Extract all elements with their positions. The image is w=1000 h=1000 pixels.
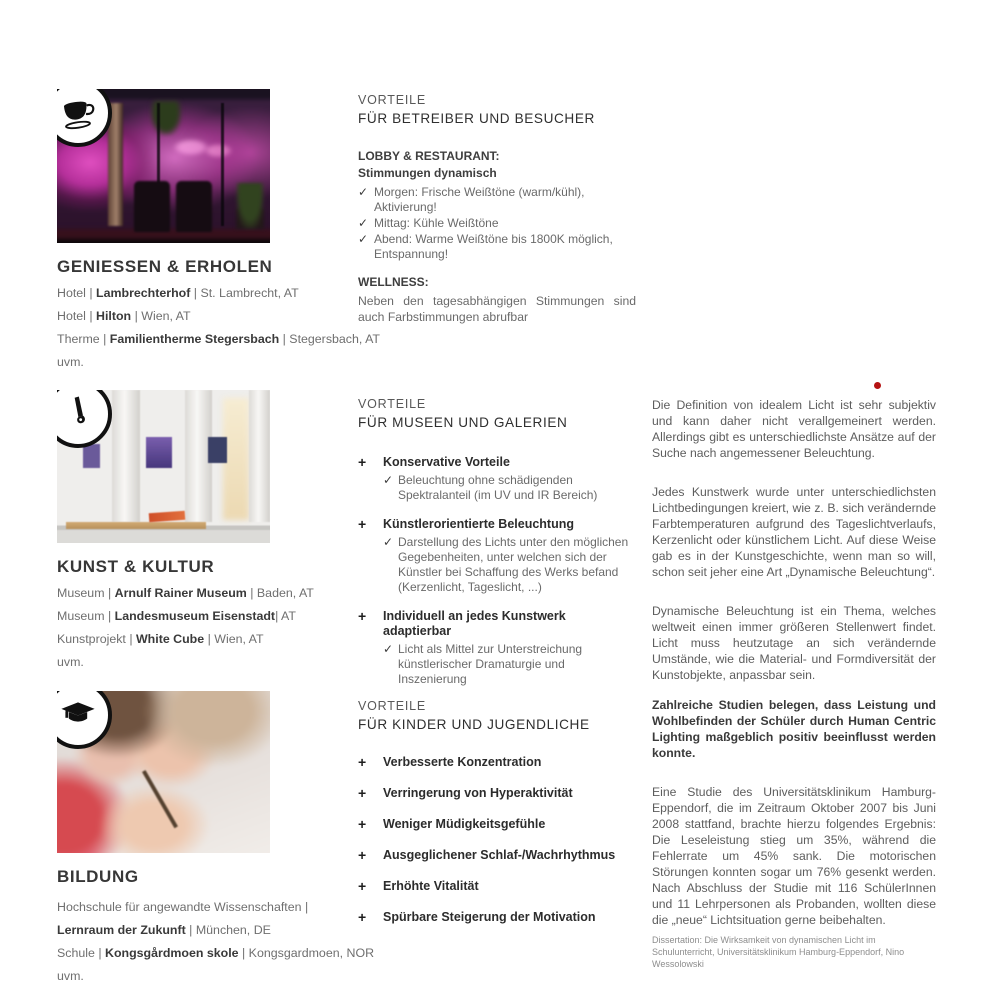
check-text: Abend: Warme Weißtöne bis 1800K möglich, Entspannung! — [374, 232, 613, 261]
ref-name: Kongsgårdmoen skole — [105, 946, 239, 960]
reference-line — [57, 901, 357, 914]
ref-post: | München, DE — [185, 923, 271, 937]
check-list — [383, 642, 636, 687]
photo-column — [249, 390, 270, 522]
check-list — [383, 473, 636, 503]
check-item — [358, 216, 636, 231]
reference-line — [57, 633, 357, 646]
plus-label: Verringerung von Hyperaktivität — [383, 786, 573, 800]
plus-item — [358, 910, 636, 925]
ref-pre: Therme | — [57, 332, 110, 346]
paintbrush-glyph — [58, 394, 98, 434]
group-sublabel: Stimmungen dynamisch — [358, 166, 497, 180]
reference-line — [57, 924, 357, 937]
ref-post: | Kongsgardmoen, NOR — [238, 946, 375, 960]
reference-line — [57, 946, 375, 960]
coffee-cup-glyph — [58, 93, 98, 133]
photo-chair — [176, 181, 212, 232]
section-title: BILDUNG — [57, 867, 139, 886]
plus-icon: + — [358, 785, 367, 801]
article-lead: Zahlreiche Studien belegen, dass Leistung und Wohlbefinden der Schüler durch Human Centric Lighting maßgeblich positiv beeinflusst werden konnte. — [652, 698, 936, 760]
ref-post: | Wien, AT — [131, 309, 191, 323]
bildung-article — [652, 697, 936, 970]
plus-row — [358, 609, 636, 639]
section-card-geniessen — [57, 89, 380, 369]
ref-post: | AT — [275, 609, 296, 623]
vorteile-heading: FÜR BETREIBER UND BESUCHER — [358, 111, 595, 126]
section-card-kunst — [57, 390, 357, 669]
red-dot-marker — [874, 382, 881, 389]
check-icon: ✓ — [383, 535, 394, 549]
plus-icon: + — [358, 878, 367, 894]
children-photo — [57, 691, 270, 853]
plus-item — [358, 786, 636, 801]
kunst-article — [652, 397, 936, 706]
vorteile-museen-galerien — [358, 397, 636, 701]
reference-line — [57, 970, 357, 983]
article-footnote: Dissertation: Die Wirksamkeit von dynamischen Licht im Schulunterricht, Universitätsklinikum Hamburg-Eppendorf, Nino Wessolowski — [652, 935, 905, 969]
ref-post: | Baden, AT — [246, 586, 314, 600]
plus-item — [358, 755, 636, 770]
plus-label: Individuell an jedes Kunstwerk adaptierbar — [383, 609, 566, 638]
article-paragraph: Dynamische Beleuchtung ist ein Thema, welches weltweit einen immer größeren Stellenwert findet. Licht muss heutzutage an sich verändernde Umstände, wie die Material- und Formdiversität der Kunstobjekte, anpassbar sein. — [652, 604, 936, 682]
group-label-wellness: WELLNESS: — [358, 275, 429, 289]
check-text: Mittag: Kühle Weißtöne — [374, 216, 499, 230]
check-item — [358, 232, 636, 262]
plus-icon: + — [358, 608, 367, 624]
check-list — [383, 535, 636, 595]
plus-icon: + — [358, 909, 367, 925]
reference-line — [57, 356, 357, 369]
reference-line — [57, 310, 357, 323]
reference-line — [57, 332, 380, 346]
ref-name: Lernraum der Zukunft — [57, 923, 186, 937]
photo-hanging-plant — [151, 101, 181, 135]
hotel-lobby-photo — [57, 89, 270, 243]
vorteile-heading: FÜR KINDER UND JUGENDLICHE — [358, 717, 590, 732]
plus-icon: + — [358, 847, 367, 863]
section-card-bildung — [57, 691, 375, 983]
ref-name: Lambrechterhof — [96, 286, 191, 300]
plus-group — [358, 517, 636, 595]
plus-group — [358, 455, 636, 503]
plus-icon: + — [358, 816, 367, 832]
plus-item — [358, 817, 636, 832]
plus-label: Ausgeglichener Schlaf-/Wachrhythmus — [383, 848, 616, 862]
photo-chair — [134, 181, 170, 232]
vorteile-kicker: VORTEILE — [358, 397, 426, 411]
plus-group — [358, 609, 636, 687]
check-item — [383, 473, 636, 503]
ref-pre: Kunstprojekt | — [57, 632, 136, 646]
ref-pre: Museum | — [57, 586, 115, 600]
ref-pre: uvm. — [57, 655, 84, 669]
check-icon: ✓ — [358, 216, 369, 230]
plus-icon: + — [358, 754, 367, 770]
ref-pre: Schule | — [57, 946, 105, 960]
check-icon: ✓ — [358, 185, 369, 199]
gallery-photo — [57, 390, 270, 543]
plus-item — [358, 879, 636, 894]
check-icon: ✓ — [383, 473, 394, 487]
plus-label: Künstlerorientierte Beleuchtung — [383, 517, 574, 531]
wellness-paragraph: Neben den tagesabhängigen Stimmungen sind auch Farbstimmungen abrufbar — [358, 294, 636, 324]
article-paragraph: Jedes Kunstwerk wurde unter unterschiedlichsten Lichtbedingungen kreiert, wie z. B. sich verändernde Farbtemperaturen aufgrund des Tageslichtverlaufs, Kerzenlicht oder künstlichem Licht. Auf diese Weise gab es in der Kunstgeschichte, wenn man so will, schon seit jeher eine Art „Dynamische Beleuchtung“. — [652, 485, 936, 579]
ref-name: Familientherme Stegersbach — [109, 332, 280, 346]
ref-pre: Hochschule für angewandte Wissenschaften | — [57, 900, 309, 914]
plus-label: Spürbare Steigerung der Motivation — [383, 910, 596, 924]
ref-pre: uvm. — [57, 969, 84, 983]
vorteile-betreiber-besucher — [358, 93, 636, 325]
ref-pre: Hotel | — [57, 309, 97, 323]
ref-pre: Hotel | — [57, 286, 97, 300]
ref-post: | Stegersbach, AT — [279, 332, 380, 346]
plus-icon: + — [358, 516, 367, 532]
ref-name: Landesmuseum Eisenstadt — [114, 609, 276, 623]
photo-plant — [236, 183, 264, 229]
vorteile-kinder-jugendliche — [358, 699, 636, 941]
ref-post: | St. Lambrecht, AT — [190, 286, 299, 300]
ref-name: White Cube — [135, 632, 205, 646]
section-title: KUNST & KULTUR — [57, 557, 215, 576]
check-text: Beleuchtung ohne schädigenden Spektralanteil (im UV und IR Bereich) — [398, 473, 598, 502]
plus-row — [358, 517, 636, 532]
ref-pre: uvm. — [57, 355, 84, 369]
photo-bench — [66, 522, 207, 530]
check-item — [383, 535, 636, 595]
check-icon: ✓ — [383, 642, 394, 656]
photo-window-mullion — [221, 103, 224, 226]
vorteile-heading: FÜR MUSEEN UND GALERIEN — [358, 415, 568, 430]
photo-artwork — [208, 437, 227, 463]
vorteile-kicker: VORTEILE — [358, 93, 426, 107]
plus-item — [358, 848, 636, 863]
vorteile-kicker: VORTEILE — [358, 699, 426, 713]
check-text: Darstellung des Lichts unter den möglichen Gegebenheiten, unter welchen sich der Künstler bei Schaffung des Werks befand (Kerzenlicht, Tageslicht, ...) — [398, 535, 629, 594]
section-title: GENIESSEN & ERHOLEN — [57, 257, 273, 276]
plus-icon: + — [358, 454, 367, 470]
plus-item-list — [358, 755, 636, 925]
check-icon: ✓ — [358, 232, 369, 246]
group-label-lobby: LOBBY & RESTAURANT: — [358, 149, 500, 163]
ref-post: | Wien, AT — [204, 632, 264, 646]
article-paragraph: Eine Studie des Universitätsklinikum Hamburg-Eppendorf, die im Zeitraum Oktober 2007 bis Juni 2008 stattfand, brachte hierzu folgendes Ergebnis: Die Leseleistung stieg um 35%, während die Fehlerrate um 45% sank. Die motorischen Störungen konnten sogar um 76% gesenkt werden. Nach Abschluss der Studie mit 116 SchülerInnen und 11 Lehrpersonen als Probanden, wollten diese die „neue“ Lichtsituation gerne beibehalten. — [652, 785, 936, 927]
check-item — [383, 642, 636, 687]
check-text: Licht als Mittel zur Unterstreichung künstlerischer Dramaturgie und Inszenierung — [398, 642, 583, 686]
reference-line — [57, 587, 357, 600]
reference-line — [57, 287, 357, 300]
graduation-cap-glyph — [57, 694, 99, 736]
plus-label: Verbesserte Konzentration — [383, 755, 542, 769]
check-item — [358, 185, 636, 215]
plus-row — [358, 455, 636, 470]
check-list — [358, 185, 636, 262]
photo-artwork — [146, 437, 172, 468]
photo-column — [112, 390, 140, 522]
article-paragraph: Die Definition von idealem Licht ist sehr subjektiv und kann daher nicht verallgemeinert werden. Allerdings gibt es unterschiedlichste Ansätze auf der Suche nach angemessener Beleuchtung. — [652, 398, 936, 460]
plus-label: Konservative Vorteile — [383, 455, 510, 469]
reference-line — [57, 610, 357, 623]
plus-label: Weniger Müdigkeitsgefühle — [383, 817, 546, 831]
plus-label: Erhöhte Vitalität — [383, 879, 479, 893]
ref-pre: Museum | — [57, 609, 115, 623]
ref-name: Arnulf Rainer Museum — [114, 586, 247, 600]
check-text: Morgen: Frische Weißtöne (warm/kühl), Aktivierung! — [374, 185, 585, 214]
reference-line — [57, 656, 357, 669]
ref-name: Hilton — [96, 309, 132, 323]
